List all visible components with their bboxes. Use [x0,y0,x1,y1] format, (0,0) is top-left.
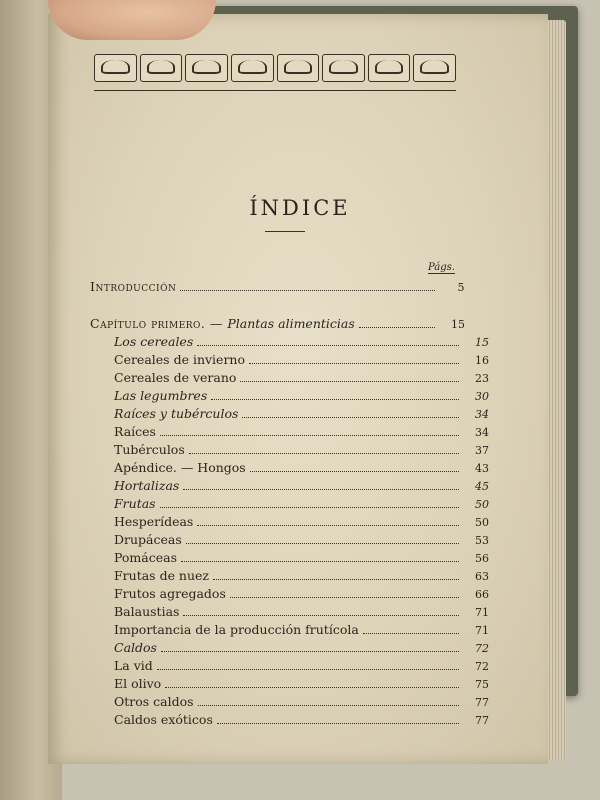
toc-row-capitulo [90,316,465,334]
toc-row [90,568,489,586]
pags-header: Págs. [428,262,455,273]
toc-page: 56 [475,552,489,565]
toc-label: Los cereales [114,334,194,349]
toc-label: Tubérculos [114,442,185,457]
toc-row [90,496,489,514]
toc-label: La vid [114,658,153,673]
toc-label: Frutas de nuez [114,568,210,583]
toc-leader [198,705,459,706]
toc-page: 34 [475,426,489,439]
toc-label: Pomáceas [114,550,178,565]
toc-label: Hesperídeas [114,514,194,529]
toc-page: 77 [475,714,489,727]
toc-page: 45 [475,480,489,493]
toc-row [90,658,489,676]
ornament-tile [140,54,183,82]
toc-leader [157,669,459,670]
toc-page: 53 [475,534,489,547]
toc-label: Caldos [114,640,157,655]
toc-page: 77 [475,696,489,709]
toc-leader [359,327,435,328]
toc-page: 16 [475,354,489,367]
toc-page: 43 [475,462,489,475]
toc-row [90,604,489,622]
toc-page: 23 [475,372,489,385]
toc-leader [161,651,459,652]
thumb [48,0,216,40]
toc-page: 72 [475,642,489,655]
toc-label: Apéndice. — Hongos [114,460,246,475]
toc-leader [363,633,459,634]
toc-label: Frutos agregados [114,586,226,601]
toc-leader [186,543,459,544]
toc-row [90,370,489,388]
toc-page: 71 [475,624,489,637]
decorative-ornament-band [94,54,456,88]
ornament-tile [231,54,274,82]
toc-row [90,586,489,604]
toc-label: Introducción [90,279,177,294]
toc-label: Otros caldos [114,694,194,709]
page-title: ÍNDICE [249,196,351,220]
toc-label: Frutas [114,496,156,511]
toc-leader [197,525,459,526]
toc-page: 75 [475,678,489,691]
toc-label: Las legumbres [114,388,208,403]
toc-page: 63 [475,570,489,583]
toc-page: 66 [475,588,489,601]
toc-leader [213,579,459,580]
toc-row [90,622,489,640]
toc-page: 15 [451,318,465,331]
toc-leader [183,489,459,490]
toc-row [90,406,489,424]
toc-page: 30 [475,390,489,403]
toc-leader [197,345,459,346]
toc-row [90,478,489,496]
toc-page: 34 [475,408,489,421]
toc-label: El olivo [114,676,162,691]
ornament-rule [94,90,456,91]
toc-leader [211,399,459,400]
ornament-tile [277,54,320,82]
toc-row [90,532,489,550]
toc-leader [183,615,459,616]
toc-label: Balaustias [114,604,180,619]
toc-label: Drupáceas [114,532,182,547]
toc-label-italic: Plantas alimenticias [227,316,355,331]
toc-leader [181,561,459,562]
toc-leader [250,471,459,472]
toc-page: 37 [475,444,489,457]
toc-leader [165,687,459,688]
toc-label: Caldos exóticos [114,712,213,727]
toc-label: Cereales de invierno [114,352,245,367]
toc-row [90,514,489,532]
toc-row [90,334,489,352]
toc-page: 5 [457,281,465,294]
toc-row [90,352,489,370]
toc-leader [217,723,459,724]
ornament-tile [413,54,456,82]
toc-leader [189,453,459,454]
toc-label: Hortalizas [114,478,180,493]
toc-page: 50 [475,516,489,529]
toc-label: Importancia de la producción frutícola [114,622,359,637]
toc-leader [230,597,459,598]
toc-row [90,460,489,478]
toc-leader [180,290,435,291]
ornament-tile [322,54,365,82]
toc-page: 72 [475,660,489,673]
toc-row-introduccion [90,279,465,297]
toc-row [90,424,489,442]
toc-row [90,640,489,658]
toc-leader [249,363,459,364]
toc-leader [160,507,459,508]
toc-label: Raíces [114,424,156,439]
toc-page: 50 [475,498,489,511]
toc-label: Capítulo primero. — [90,316,228,331]
toc-row [90,550,489,568]
ornament-tile [368,54,411,82]
toc-leader [240,381,459,382]
ornament-tile [94,54,137,82]
toc-row [90,676,489,694]
toc-page: 71 [475,606,489,619]
title-rule [265,231,305,232]
toc-label: Raíces y tubérculos [114,406,239,421]
toc-leader [160,435,459,436]
toc-leader [242,417,459,418]
toc-row [90,694,489,712]
toc-row [90,388,489,406]
toc-row [90,442,489,460]
toc-label: Cereales de verano [114,370,237,385]
toc-page: 15 [475,336,489,349]
toc-row [90,712,489,730]
ornament-tile [185,54,228,82]
